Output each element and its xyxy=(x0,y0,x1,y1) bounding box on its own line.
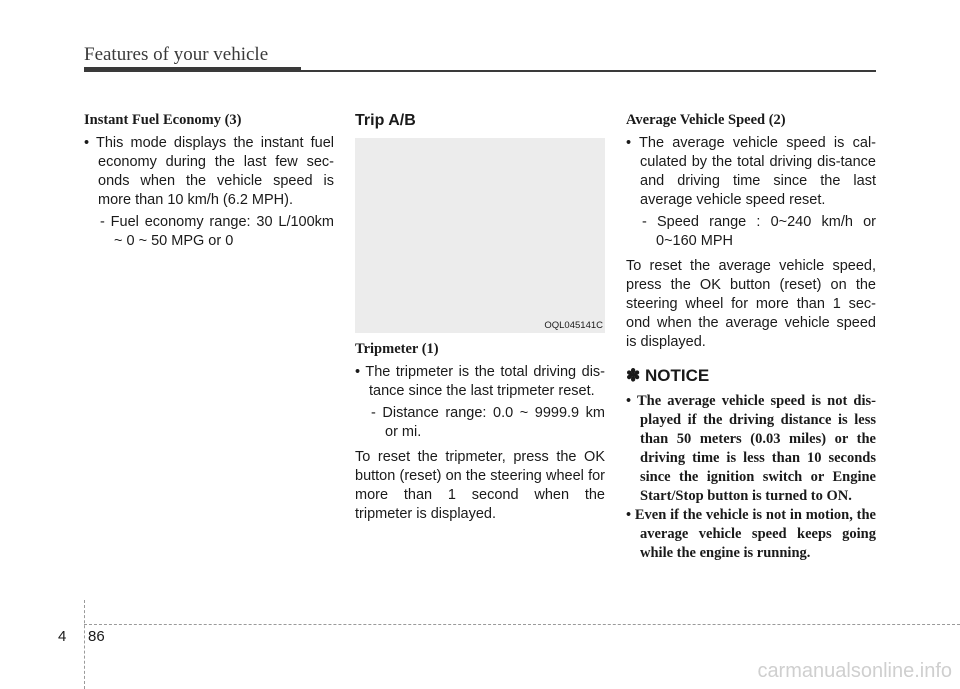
reset-instructions: To reset the average vehicle speed, press the OK button (reset) on the steering wheel for more than 1 sec-ond when the average vehicle speed is displayed. xyxy=(626,258,876,350)
header-rule-thin xyxy=(301,70,876,72)
figure-caption: OQL045141C xyxy=(544,320,603,331)
section-heading: Instant Fuel Economy (3) xyxy=(84,112,242,128)
footer-vertical-rule xyxy=(84,600,85,689)
footer-rule xyxy=(84,624,960,625)
notice-heading xyxy=(626,366,876,386)
range-text: - Fuel economy range: 30 L/100km ~ 0 ~ 50 MPG or 0 xyxy=(100,214,334,249)
figure-image xyxy=(355,138,605,333)
sub-heading: Tripmeter (1) xyxy=(355,341,439,357)
watermark: carmanualsonline.info xyxy=(757,660,952,682)
column-trip xyxy=(355,112,605,524)
reset-instructions: To reset the tripmeter, press the OK button (reset) on the steering wheel for more than 1 second when the tripmeter is displayed. xyxy=(355,449,605,522)
range-text: - Speed range : 0~240 km/h or 0~160 MPH xyxy=(642,214,876,249)
section-heading: Average Vehicle Speed (2) xyxy=(626,112,786,128)
column-instant-fuel-economy xyxy=(84,112,334,251)
bullet-text: • The tripmeter is the total driving dis-tance since the last tripmeter reset. xyxy=(355,364,605,399)
range-text: - Distance range: 0.0 ~ 9999.9 km or mi. xyxy=(371,405,605,440)
notice-item: • The average vehicle speed is not dis-played if the driving distance is less than 50 meters (0.03 miles) or the driving time is less than 10 seconds since the ignition switch or Engine Start/Stop button is turned to ON. xyxy=(626,393,876,504)
section-heading: Trip A/B xyxy=(355,112,416,129)
bullet-text: • This mode displays the instant fuel economy during the last few sec-onds when the vehicle speed is more than 10 km/h (6.2 MPH). xyxy=(84,135,334,208)
page-header-title: Features of your vehicle xyxy=(84,44,269,65)
column-average-speed xyxy=(626,112,876,563)
bullet-text: • The average vehicle speed is cal-culated by the total driving dis-tance and driving time since the last average vehicle speed reset. xyxy=(626,135,876,208)
header-rule-thick xyxy=(84,67,301,72)
page-number: 86 xyxy=(88,628,105,645)
notice-icon: ✽ xyxy=(626,366,641,385)
notice-item: • Even if the vehicle is not in motion, the average vehicle speed keeps going while the engine is running. xyxy=(626,507,876,561)
notice-title: NOTICE xyxy=(644,366,710,385)
chapter-number: 4 xyxy=(58,628,67,645)
